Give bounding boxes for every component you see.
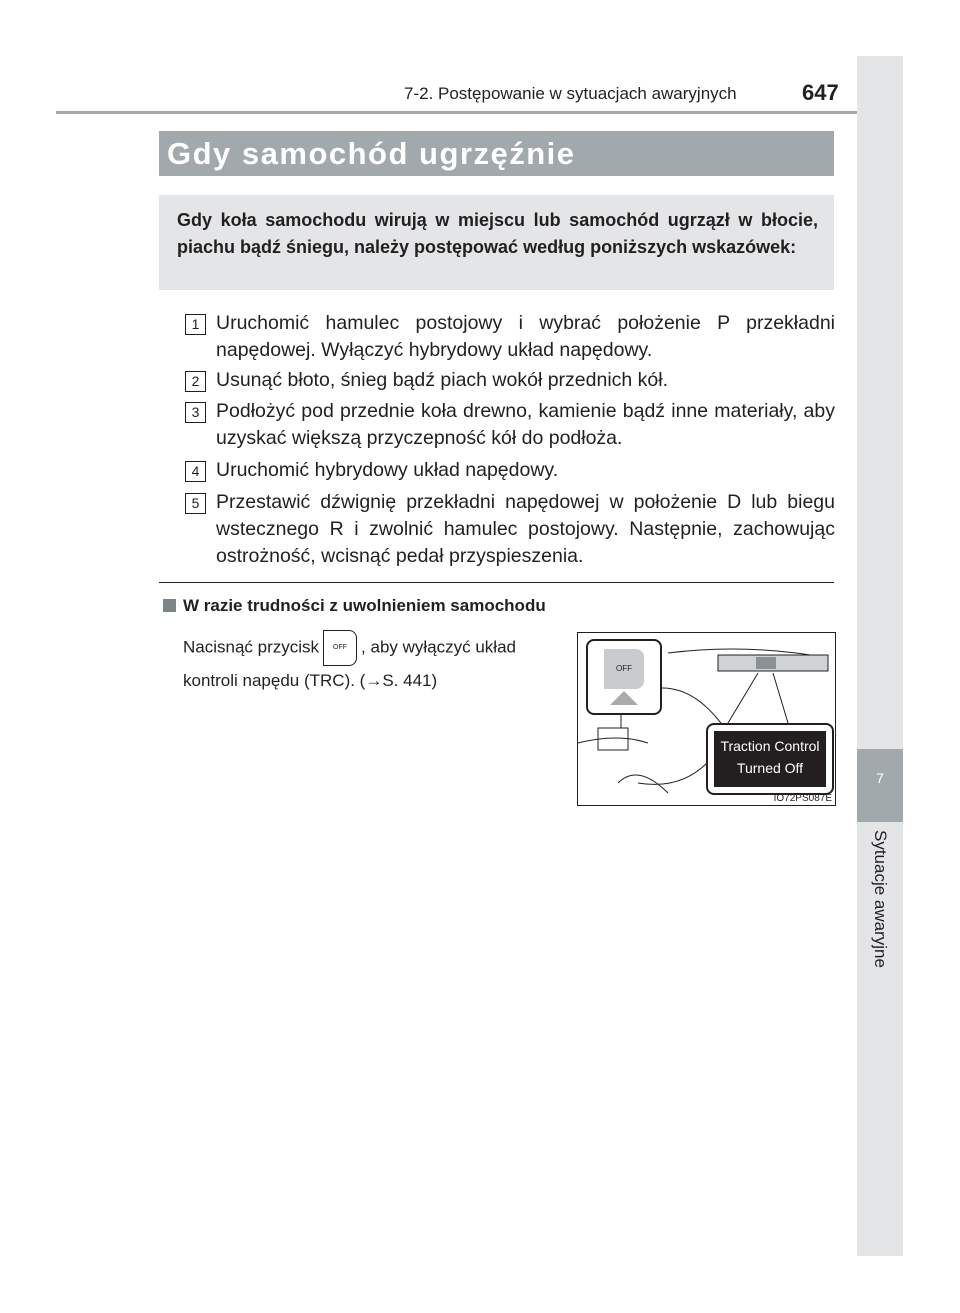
step-number: 2 bbox=[185, 371, 206, 392]
step-text: Przestawić dźwignię przekładni napędowej w położenie D lub biegu wstecznego R i zwolnić hamulec postojowy. Następnie, zachowując ostrożność, wcisnąć pedał przyspieszenia. bbox=[216, 491, 835, 567]
step-text: Uruchomić hamulec postojowy i wybrać położenie P przekładni napędowej. Wyłączyć hybrydowy układ napędowy. bbox=[216, 312, 835, 361]
step-text: Uruchomić hybrydowy układ napędowy. bbox=[216, 459, 559, 481]
square-bullet-icon bbox=[163, 599, 176, 612]
dashboard-illustration bbox=[577, 632, 836, 806]
arrow-up-icon bbox=[610, 691, 638, 705]
section-header: 7-2. Postępowanie w sytuacjach awaryjnych bbox=[404, 84, 737, 103]
display-callout bbox=[706, 723, 834, 795]
section-divider bbox=[159, 582, 834, 583]
instruction-line bbox=[183, 630, 516, 666]
step bbox=[185, 398, 835, 452]
step bbox=[185, 489, 835, 570]
chapter-title: Sytuacje awaryjne bbox=[871, 830, 890, 968]
step-number: 5 bbox=[185, 493, 206, 514]
step bbox=[185, 310, 835, 364]
trc-off-button-icon: OFF bbox=[323, 630, 357, 666]
intro-box: Gdy koła samochodu wirują w miejscu lub samochód ugrzązł w błocie, piachu bądź śniegu, należy postępować według poniższych wskazówek: bbox=[159, 195, 834, 290]
step-text: Podłożyć pod przednie koła drewno, kamienie bądź inne materiały, aby uzyskać większą przyczepność kół do podłoża. bbox=[216, 400, 835, 449]
step bbox=[185, 367, 835, 394]
header-divider bbox=[56, 111, 902, 114]
button-callout bbox=[586, 639, 662, 715]
step-text: Usunąć błoto, śnieg bądź piach wokół przednich kół. bbox=[216, 369, 669, 391]
step bbox=[185, 457, 835, 484]
instruction-text: Nacisnąć przycisk bbox=[183, 637, 320, 657]
step-number: 3 bbox=[185, 402, 206, 423]
step-number: 1 bbox=[185, 314, 206, 335]
step-number: 4 bbox=[185, 461, 206, 482]
trc-off-button: OFF bbox=[604, 649, 644, 689]
page-title: Gdy samochód ugrzęźnie bbox=[159, 131, 834, 176]
chapter-sidebar bbox=[857, 56, 903, 1256]
subsection-heading: W razie trudności z uwolnieniem samochodu bbox=[183, 596, 546, 615]
display-message bbox=[714, 731, 826, 787]
figure-code: IO72PS087E bbox=[773, 793, 832, 804]
display-line: Turned Off bbox=[736, 760, 804, 776]
instruction-text: , aby wyłączyć układ bbox=[361, 637, 516, 657]
instruction-line: kontroli napędu (TRC). (→S. 441) bbox=[183, 671, 438, 690]
display-line: Traction Control bbox=[720, 738, 820, 754]
page-number: 647 bbox=[802, 80, 839, 105]
chapter-number: 7 bbox=[876, 770, 884, 786]
